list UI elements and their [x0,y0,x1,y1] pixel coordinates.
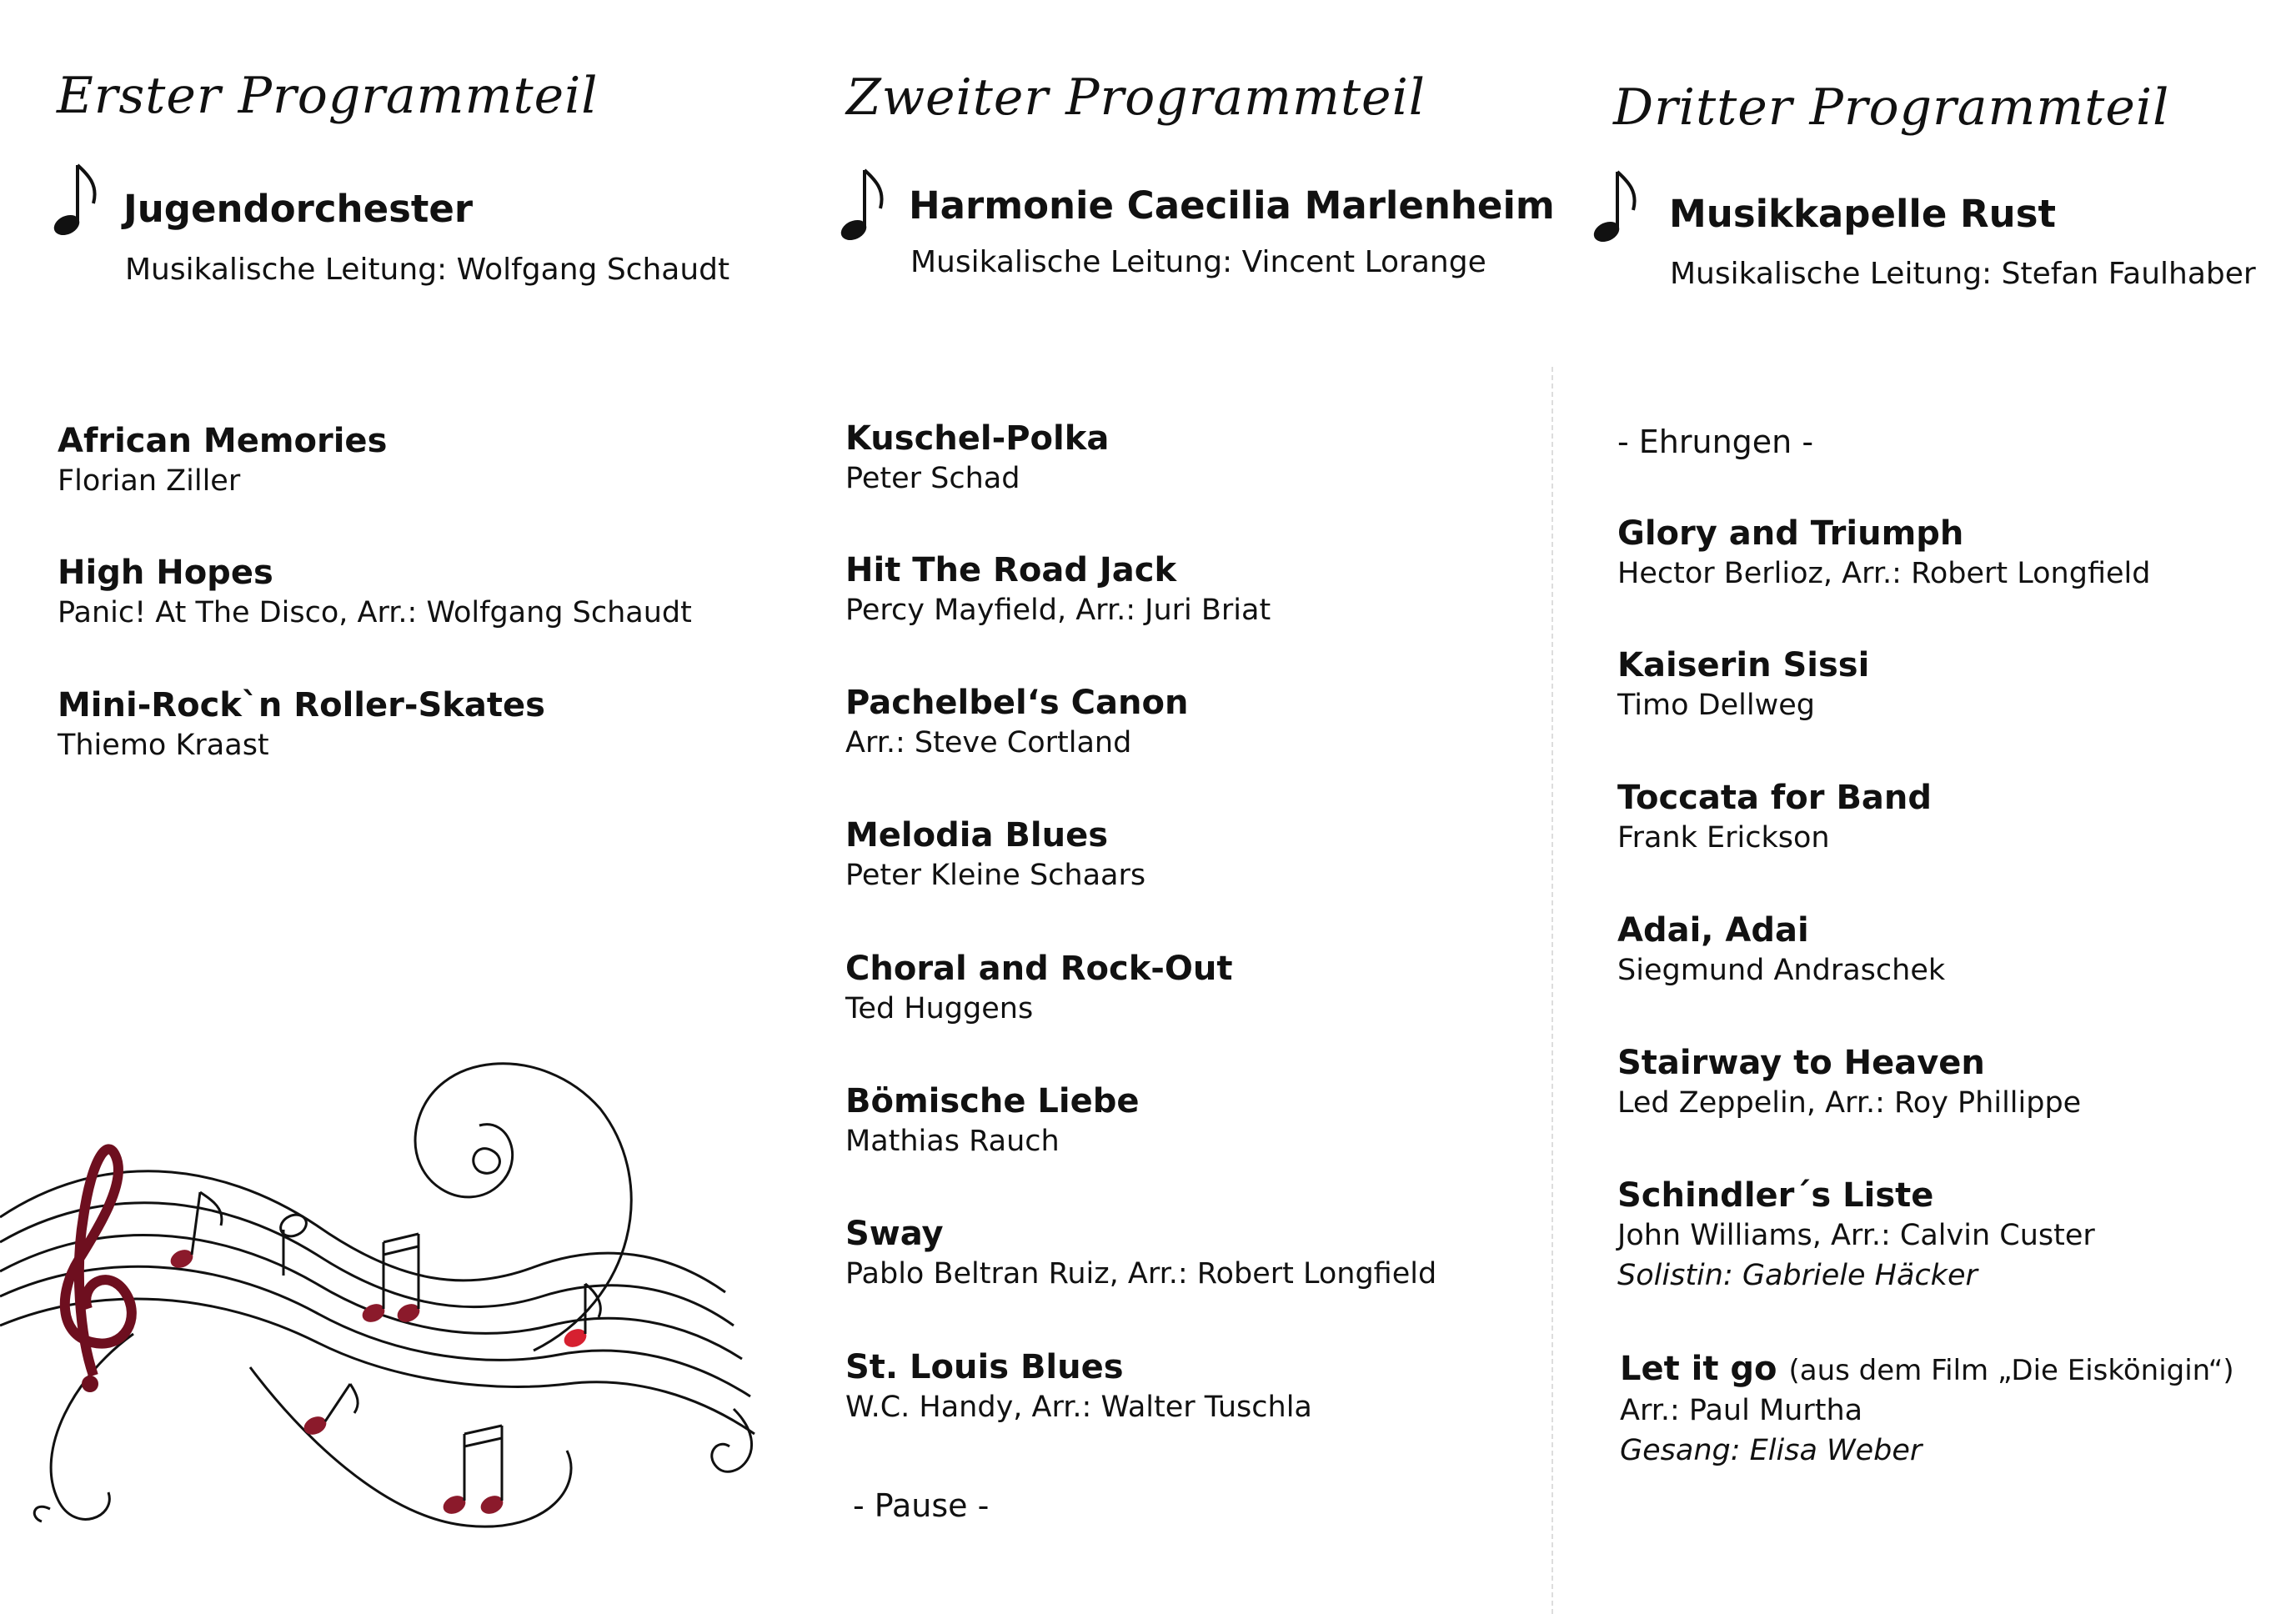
piece-credit: Peter Schad [845,462,1020,495]
piece-credit: John Williams, Arr.: Calvin Custer [1617,1219,2095,1252]
piece-credit: Led Zeppelin, Arr.: Roy Phillippe [1617,1086,2082,1120]
program-item [845,683,1188,763]
piece-title: Glory and Triumph [1617,514,1964,553]
intermission: - Pause - [853,1487,990,1524]
piece-title: Kuschel-Polka [845,419,1110,458]
piece-credit: Peter Kleine Schaars [845,859,1146,892]
piece-title: Adai, Adai [1617,911,1809,950]
program-item [1617,645,1869,725]
piece-credit: Siegmund Andraschek [1617,954,1946,987]
piece-credit: Arr.: Steve Cortland [845,726,1132,759]
piece-title: Choral and Rock-Out [845,950,1233,988]
program-item [1617,1175,2095,1296]
program-item [845,419,1109,499]
conductor: Musikalische Leitung: Wolfgang Schaudt [125,253,730,287]
program-item [845,815,1145,895]
piece-credit: Pablo Beltran Ruiz, Arr.: Robert Longfield [845,1257,1437,1291]
program-item [1617,778,1932,858]
program-item [58,553,692,633]
program-item [845,949,1233,1029]
program-item [58,685,545,765]
piece-title: Stairway to Heaven [1617,1044,1985,1082]
eighth-note-icon [48,160,98,243]
piece-credit: Mathias Rauch [845,1125,1060,1158]
conductor: Musikalische Leitung: Stefan Faulhaber [1670,257,2256,291]
piece-credit: Percy Mayfield, Arr.: Juri Briat [845,594,1271,627]
program-part-2 [775,0,1555,1614]
piece-title: Pachelbel‘s Canon [845,684,1189,722]
piece-title: African Memories [58,422,388,460]
piece-title: High Hopes [58,554,273,592]
piece-subtitle: (aus dem Film „Die Eiskönigin“) [1788,1354,2234,1387]
piece-title: Let it go [1620,1350,1777,1388]
piece-title: Hit The Road Jack [845,551,1177,589]
program-item [1617,1043,2081,1123]
piece-title: Toccata for Band [1617,779,1933,817]
band-name: Jugendorchester [123,187,474,231]
piece-credit: W.C. Handy, Arr.: Walter Tuschla [845,1391,1312,1424]
program-item [845,550,1271,630]
band-name: Musikkapelle Rust [1669,192,2056,236]
piece-credit: Panic! At The Disco, Arr.: Wolfgang Schaudt [58,596,692,629]
column-divider [1552,367,1553,1614]
music-staff-illustration [0,1017,775,1559]
piece-soloist: Gesang: Elisa Weber [1620,1434,1923,1467]
piece-title: Kaiserin Sissi [1617,646,1870,684]
program-item [58,421,387,501]
program-part-1 [0,0,767,1614]
piece-soloist: Solistin: Gabriele Häcker [1617,1259,1978,1292]
program-item [1620,1349,2234,1471]
piece-title: Melodia Blues [845,816,1108,855]
section-heading: Zweiter Programmteil [846,68,1426,127]
piece-credit: Florian Ziller [58,464,241,498]
program-item [845,1214,1436,1294]
eighth-note-icon [835,165,885,248]
piece-credit: Frank Erickson [1617,821,1830,855]
program-item [845,1081,1140,1161]
piece-title: Schindler´s Liste [1617,1176,1934,1215]
piece-title: St. Louis Blues [845,1348,1124,1386]
program-item [845,1347,1312,1427]
piece-credit: Timo Dellweg [1617,689,1815,722]
program-part-3 [1559,0,2296,1614]
piece-credit: Thiemo Kraast [58,729,269,762]
program-item [1617,910,1945,990]
piece-title: Mini-Rock`n Roller-Skates [58,686,545,724]
honors: - Ehrungen - [1617,424,1814,460]
eighth-note-icon [1588,167,1638,250]
piece-title: Bömische Liebe [845,1082,1140,1120]
piece-credit: Arr.: Paul Murtha [1620,1394,1863,1427]
piece-credit: Hector Berlioz, Arr.: Robert Longfield [1617,557,2151,590]
piece-title-line [1620,1349,2234,1391]
piece-title: Sway [845,1215,944,1253]
piece-credit: Ted Huggens [845,992,1034,1025]
conductor: Musikalische Leitung: Vincent Lorange [910,245,1486,279]
section-heading: Dritter Programmteil [1613,78,2170,137]
program-item [1617,514,2150,594]
section-heading: Erster Programmteil [57,67,599,125]
band-name: Harmonie Caecilia Marlenheim [909,183,1555,228]
